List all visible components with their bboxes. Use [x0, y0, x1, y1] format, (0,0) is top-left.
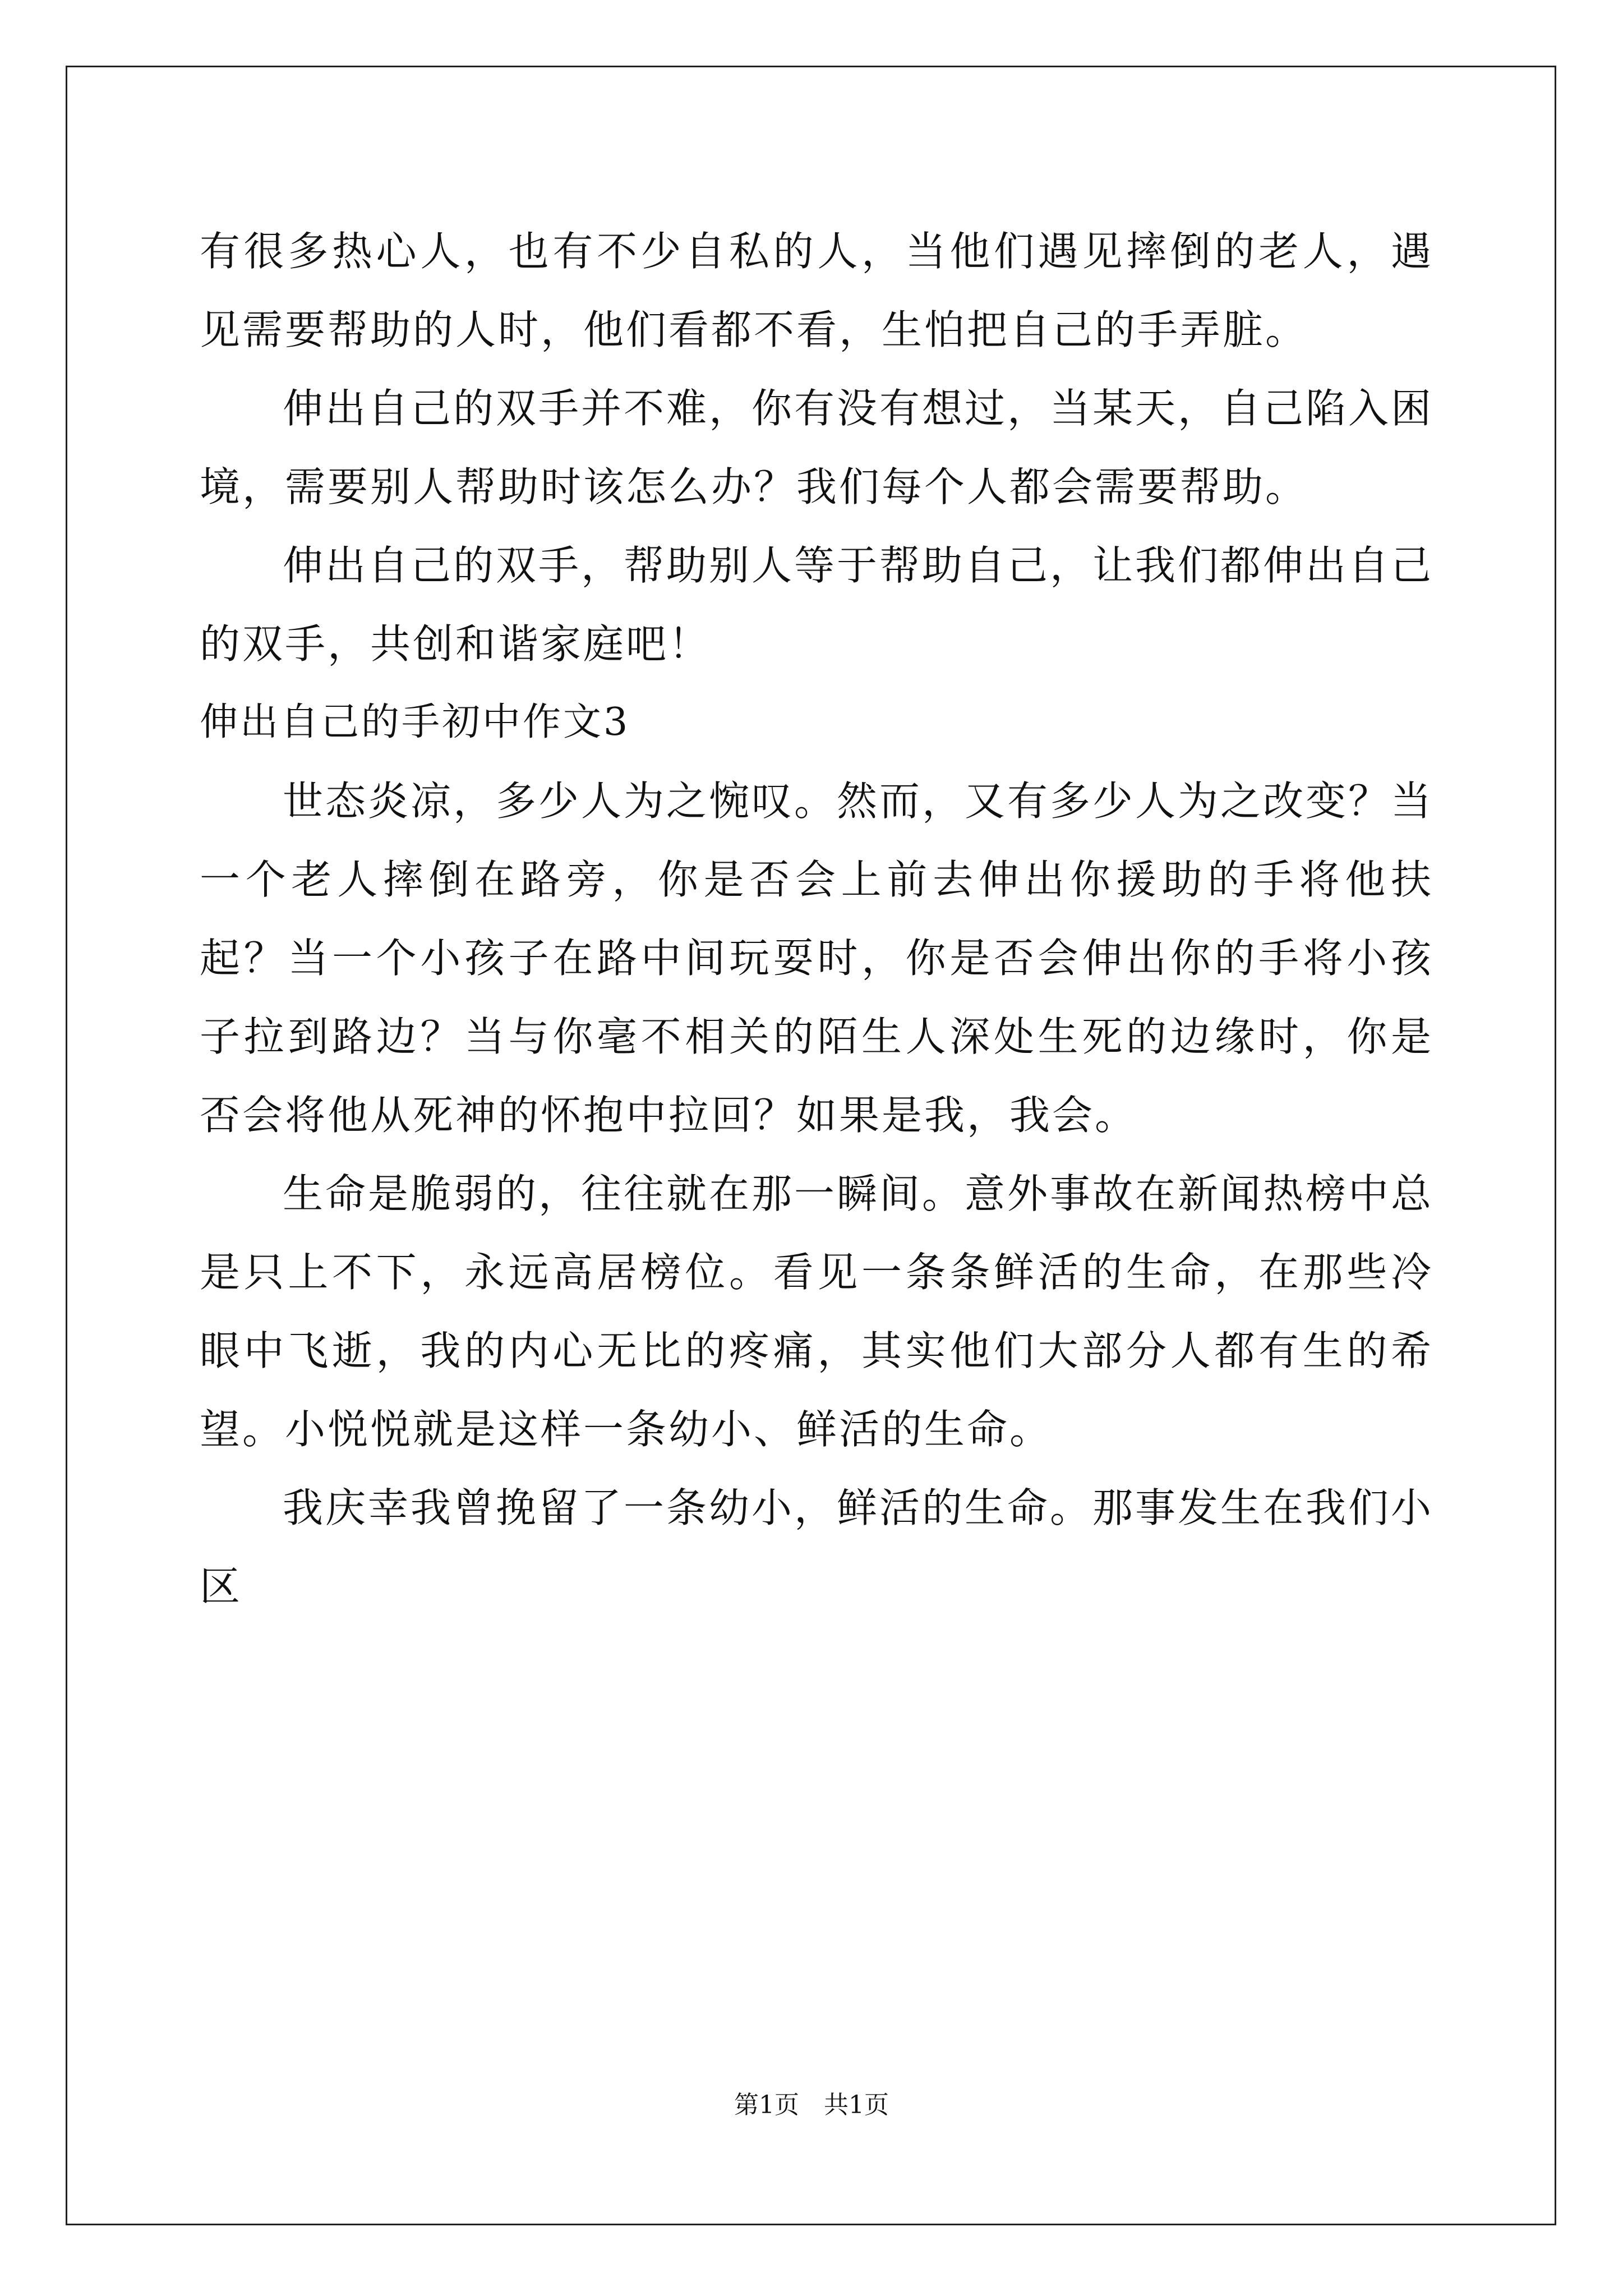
page-footer: 第1页 共1页: [734, 2091, 889, 2119]
paragraph-2: 伸出自己的双手并不难，你有没有想过，当某天，自己陷入困境，需要别人帮助时该怎么办？我们每个人都会需要帮助。: [200, 385, 1434, 510]
document-body: [200, 212, 1433, 1626]
paragraph-5: 生命是脆弱的，往往就在那一瞬间。意外事故在新闻热榜中总是只上不下，永远高居榜位。看见一条条鲜活的生命，在那些冷眼中飞逝，我的内心无比的疼痛，其实他们大部分人都有生的希望。小悦悦就是这样一条幼小、鲜活的生命。: [200, 1170, 1434, 1453]
paragraph-1: 有很多热心人，也有不少自私的人，当他们遇见摔倒的老人，遇见需要帮助的人时，他们看都不看，生怕把自己的手弄脏。: [200, 228, 1433, 353]
section-heading: 伸出自己的手初中作文3: [200, 700, 630, 744]
paragraph-6: 我庆幸我曾挽留了一条幼小，鲜活的生命。那事发生在我们小区: [200, 1484, 1434, 1610]
paragraph-4: 世态炎凉，多少人为之惋叹。然而，又有多少人为之改变？当一个老人摔倒在路旁，你是否会上前去伸出你援助的手将他扶起？当一个小孩子在路中间玩耍时，你是否会伸出你的手将小孩子拉到路边？当与你毫不相关的陌生人深处生死的边缘时，你是否会将他从死神的怀抱中拉回？如果是我，我会。: [200, 777, 1434, 1139]
paragraph-3: 伸出自己的双手，帮助别人等于帮助自己，让我们都伸出自己的双手，共创和谐家庭吧！: [200, 542, 1434, 668]
